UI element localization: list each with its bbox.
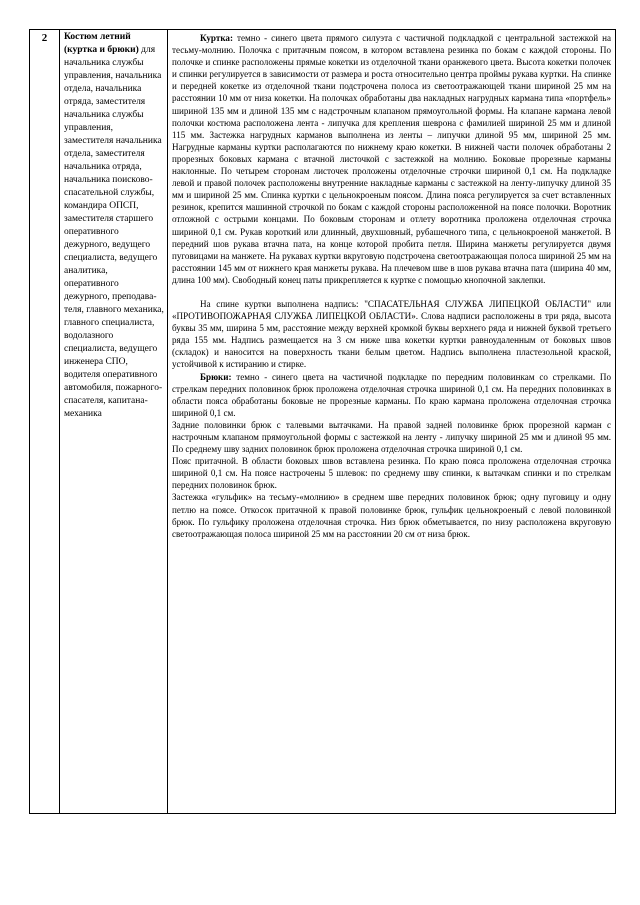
row-number-cell — [30, 30, 60, 813]
position-list: для начальника службы управления, начальника отдела, начальника отряда, заместителя начальника службы управления, заместителя начальника отдела, заместителя начальника отряда, начальника поисково-спасательной службы, командира ОПСП, заместителя старшего оперативного дежурного, ведущего специалиста, ведущего аналитика, оперативного дежурного, преподава-теля, главного механика, главного специалиста, водолазного специалиста, ведущего инженера СПО, водителя оперативного автомобиля, пожарного-спасателя, капитана-механика — [64, 45, 164, 419]
jacket-paragraph — [172, 32, 611, 286]
inscription-paragraph: На спине куртки выполнена надпись: "СПАСАТЕЛЬНАЯ СЛУЖБА ЛИПЕЦКОЙ ОБЛАСТИ" или «ПРОТИВОПОЖАРНАЯ СЛУЖБА ЛИПЕЦКОЙ ОБЛАСТИ». Слова надписи расположены в три ряда, высота буквы 35 мм, ширина 5 мм, расстояние между верхней кромкой буквы верхнего ряда и нижней буквой третьего ряда 155 мм. Надпись размещается на 3 см ниже шва кокетки куртки равноудаленным от боковых швов (складок) и наносится на поверхность ткани белым цветом. Надпись выполнена пластезольной краской, устойчивой к истиранию и стирке. — [172, 298, 611, 370]
back-halves-paragraph: Задние половинки брюк с талевыми вытачками. На правой задней половинке брюк прорезной карман с настрочным клапаном прямоугольной формы с застежкой на ленту - липучку шириной 25 мм и длиной 95 мм. По среднему шву задних половинок брюк проложена отделочная строчка шириной 0,1 см. — [172, 419, 611, 455]
jacket-label: Куртка: — [200, 33, 233, 43]
row-number: 2 — [41, 32, 48, 44]
trousers-text: темно - синего цвета на частичной подкладке по передним половинкам со стрелками. По стрелкам передних половинок брюк проложена отделочная строчка шириной 0,1 см. На передних половинках в области пояса обработаны боковые не прорезные карманы. По краю кармана проложена отделочная строчка шириной 0,1 см. — [172, 371, 611, 418]
description-text — [168, 30, 615, 540]
position-title: Костюм летний (куртка и брюки) — [64, 32, 139, 55]
trousers-paragraph — [172, 371, 611, 419]
jacket-text: темно - синего цвета прямого силуэта с частичной подкладкой с центральной застежкой на тесьму-молнию. Полочка с притачным поясом, в котором вставлена резинка по бокам с каждой стороны. По полочке и спинке расположены прямые кокетки из отделочной ткани оранжевого цвета. Высота кокетки полочек и спинки регулируется в зависимости от размера и роста относительно центра проймы рукава куртки. На спинке и передней кокетке из отделочной ткани подстрочена полоса из светоотражающей ткани шириной 25 мм на расстоянии 10 мм от низа кокетки. На полочках обработаны два накладных нагрудных кармана типа «портфель» шириной 135 мм и длиной 135 мм с надстрочным клапаном прямоугольной формы. На клапане кармана левой полочки костюма расположена лента - липучка для крепления шеврона с фамилией шириной 25 мм и длиной 115 мм. Застежка нагрудных карманов выполнена из ленты – липучки длиной 95 мм, шириной 25 мм. Нагрудные карманы куртки располагаются по нижнему краю кокетки. В нижней части полочек обработаны 2 прорезных боковых кармана с втачной листочкой с застежкой на молнию. Боковые прорезные карманы наклонные. По четырем сторонам листочек проложены отделочные строчки шириной 0,1 см. На подкладке левой и правой полочек расположены внутренние накладные карманы с застежкой на ленту-липучку длиной 35 мм и шириной 25 мм. Спинка куртки с цельнокроеным поясом. Длина пояса регулируется за счет вставленных резинок, крепится машинной строчкой по бокам с каждой стороны расположенной на поясе полочки. Воротник отложной с острыми концами. По боковым сторонам и отлету воротника проложена отделочная строчка шириной 0,1 см. Рукав короткий или длинный, двухшовный, рубашечного типа, с цельнокроеной манжетой. В передний шов рукава втачна пата, на конце которой пробита петля. Ширина манжеты регулируется двумя пуговицами на манжете. На рукавах куртки вкруговую подстрочена светоотражающая полоса шириной 25 мм на расстоянии 145 мм от нижнего края манжеты рукава. На плечевом шве в шов рукава втачна пата (ширина 40 мм, длина 100 мм). Свободный конец паты прикрепляется к куртке с помощью кнопочной заклепки. — [172, 33, 611, 285]
description-cell — [168, 30, 615, 813]
position-cell — [60, 30, 168, 813]
trousers-label: Брюки: — [200, 371, 232, 382]
specification-table — [29, 29, 616, 814]
position-text — [60, 30, 167, 421]
fly-paragraph: Застежка «гульфик» на тесьму-«молнию» в среднем шве передних половинок брюк; одну пуговицу и одну петлю на поясе. Откосок притачной к правой половинке брюк, гульфик цельнокроеный с левой половинкой брюк. По гульфику проложена отделочная строчка. Низ брюк обметывается, по низу расположена вкруговую светоотражающая полоса шириной 25 мм на расстоянии 20 см от низа брюк. — [172, 492, 611, 539]
paragraph-gap — [172, 286, 611, 298]
belt-paragraph: Пояс притачной. В области боковых швов вставлена резинка. По краю пояса проложена отделочная строчка шириной 0,1 см. На поясе настрочены 5 шлевок: по среднему шву спинки, к вытачкам спинки и по стрелкам передних половинок брюк. — [172, 456, 611, 491]
